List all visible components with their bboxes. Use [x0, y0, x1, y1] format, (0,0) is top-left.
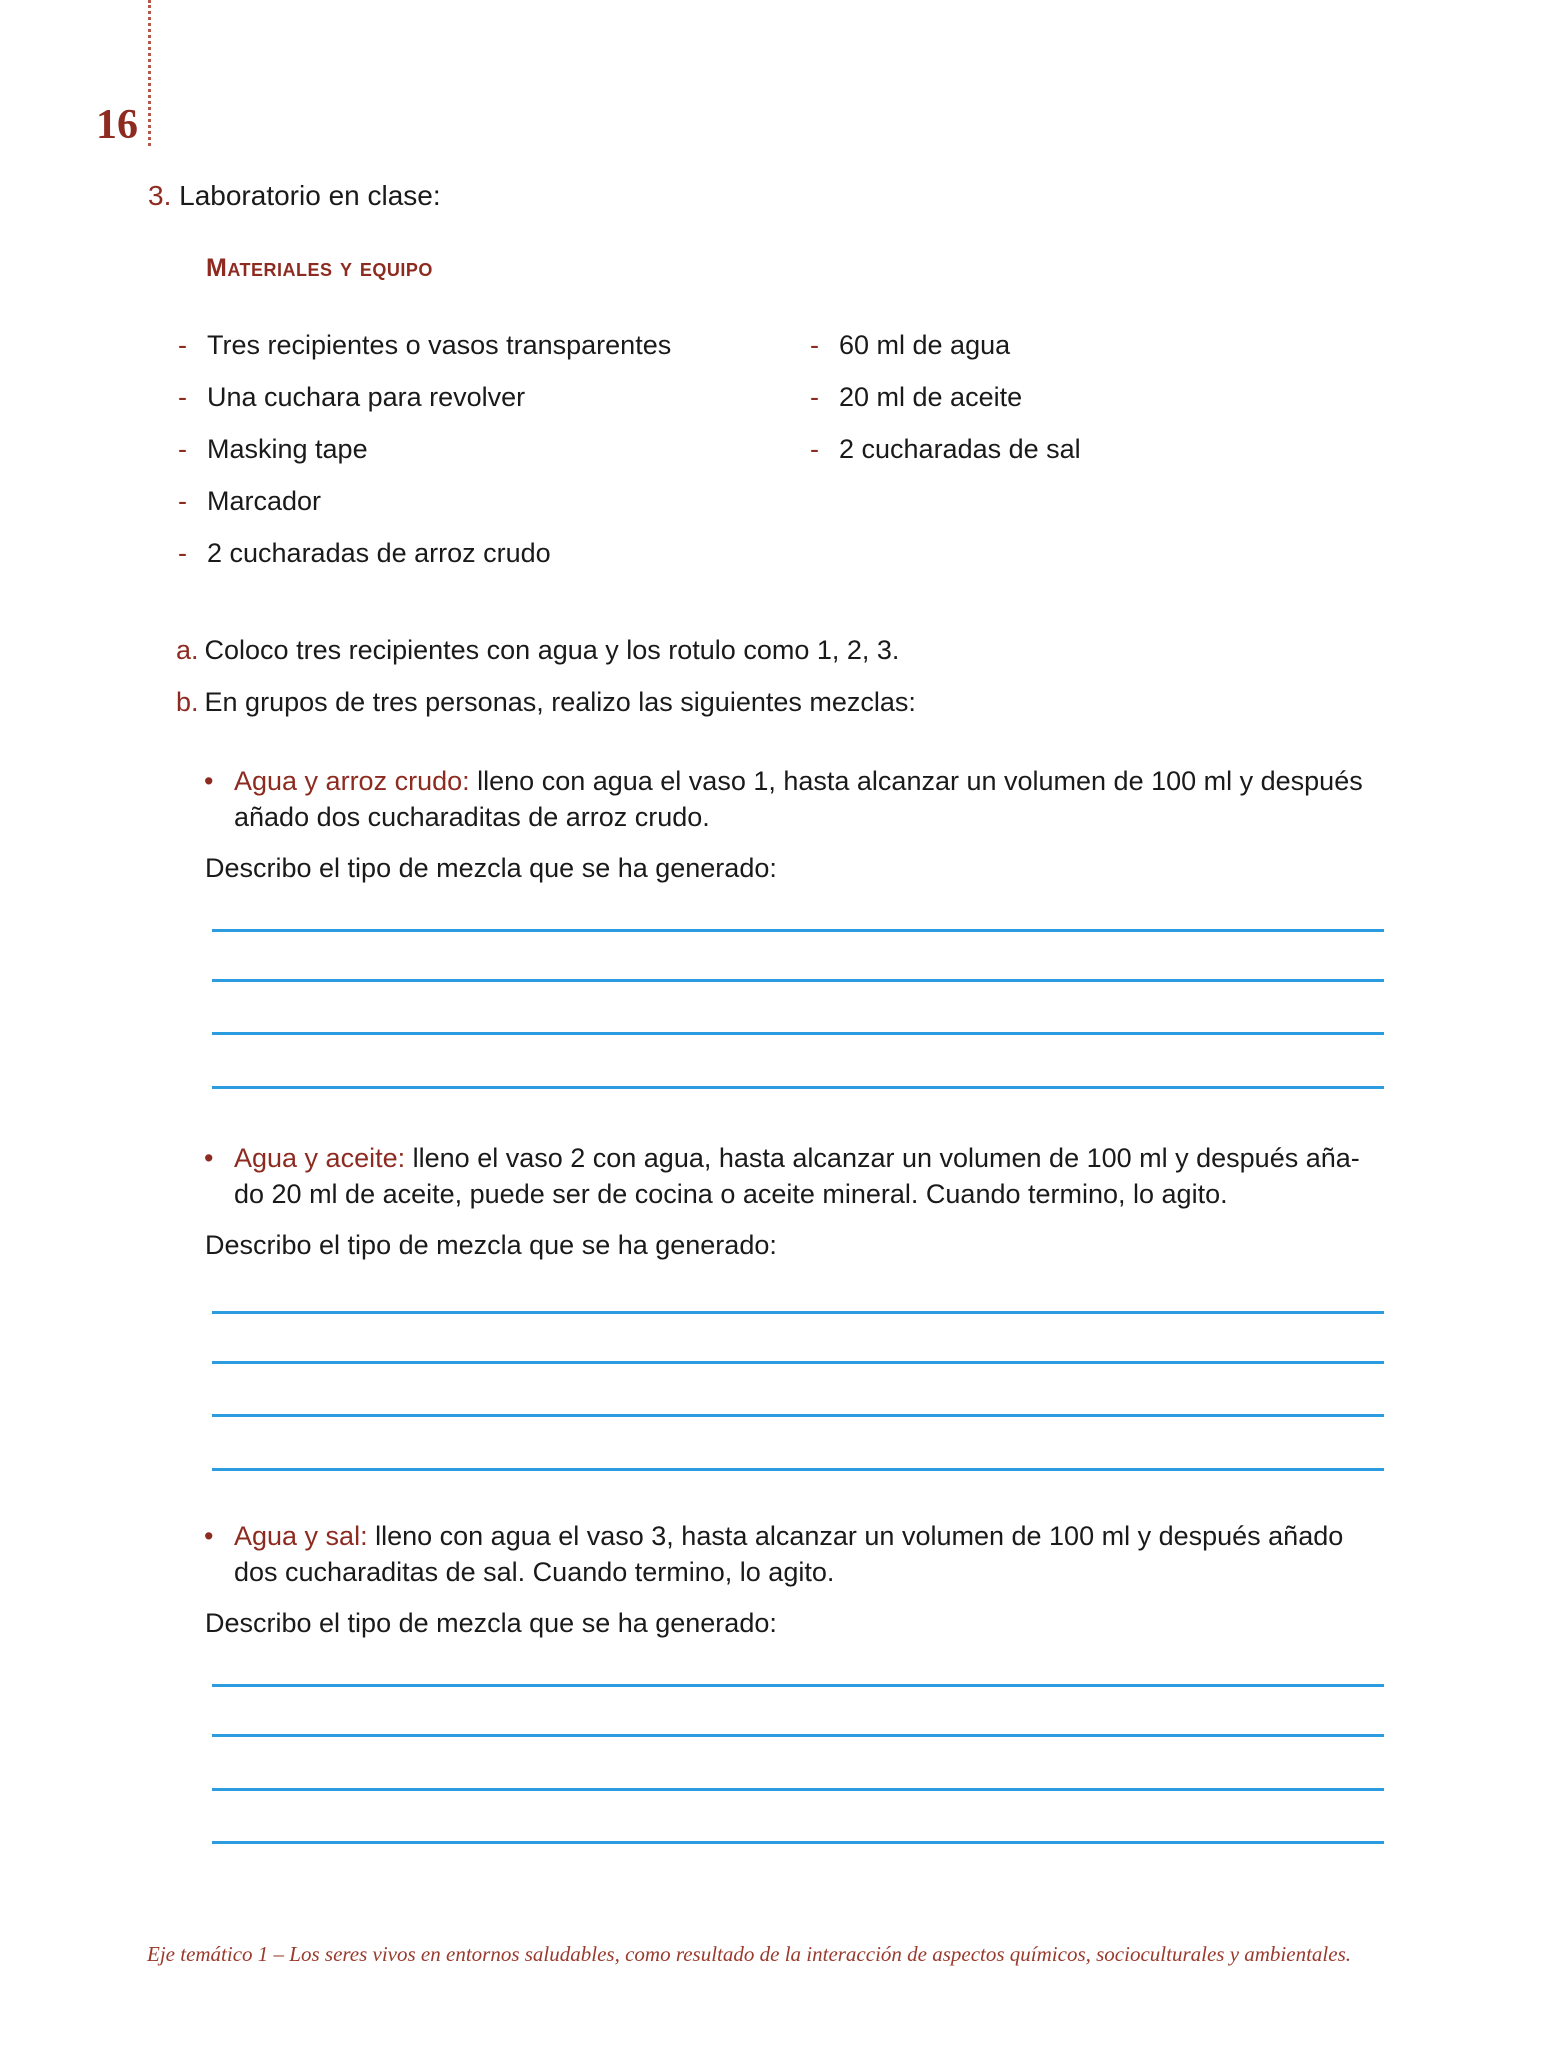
materials-list-right: [810, 327, 1081, 483]
answer-line[interactable]: [212, 1788, 1384, 1791]
answer-line[interactable]: [212, 1086, 1384, 1089]
material-label: 20 ml de aceite: [839, 382, 1023, 412]
step-label: b.: [176, 687, 199, 717]
answer-line[interactable]: [212, 1311, 1384, 1314]
dash-bullet: -: [810, 382, 819, 412]
material-item: [810, 431, 1081, 483]
materials-list-left: [178, 327, 671, 587]
material-label: 2 cucharadas de arroz crudo: [207, 538, 551, 568]
material-label: Marcador: [207, 486, 322, 516]
materials-heading: Materiales y equipo: [206, 254, 433, 282]
dash-bullet: -: [178, 538, 187, 568]
mixture-text: lleno el vaso 2 con agua, hasta alcanzar un volumen de 100 ml y después aña-: [412, 1143, 1360, 1173]
mixture-item-rice: [204, 763, 1384, 835]
answer-line[interactable]: [212, 1684, 1384, 1687]
page-number: 16: [96, 102, 138, 148]
page-footer: Eje temático 1 – Los seres vivos en entornos saludables, como resultado de la interacción de aspectos químicos, socioculturales y ambientales.: [147, 1942, 1352, 1966]
mixture-line-1: [234, 1140, 1384, 1176]
mixture-text: lleno con agua el vaso 1, hasta alcanzar un volumen de 100 ml y después: [477, 766, 1363, 796]
step-a: [176, 632, 899, 668]
material-item: [178, 327, 671, 379]
mixture-heading: Agua y aceite:: [234, 1143, 406, 1173]
mixture-prompt: Describo el tipo de mezcla que se ha generado:: [205, 1230, 777, 1260]
answer-line[interactable]: [212, 1414, 1384, 1417]
material-item: [178, 483, 671, 535]
mixture-line-1: [234, 763, 1384, 799]
answer-line[interactable]: [212, 1361, 1384, 1364]
exercise-title: [148, 178, 441, 214]
step-text: En grupos de tres personas, realizo las siguientes mezclas:: [204, 687, 916, 717]
answer-line[interactable]: [212, 1468, 1384, 1471]
mixture-text: lleno con agua el vaso 3, hasta alcanzar un volumen de 100 ml y después añado: [375, 1521, 1344, 1551]
material-label: Una cuchara para revolver: [207, 382, 526, 412]
material-item: [178, 379, 671, 431]
material-item: [178, 431, 671, 483]
material-label: Masking tape: [207, 434, 368, 464]
dash-bullet: -: [178, 486, 187, 516]
step-b: [176, 684, 916, 720]
exercise-title-text: Laboratorio en clase:: [179, 180, 441, 211]
material-item: [810, 379, 1081, 431]
mixture-line-2: do 20 ml de aceite, puede ser de cocina o aceite mineral. Cuando termino, lo agito.: [234, 1179, 1228, 1209]
answer-line[interactable]: [212, 979, 1384, 982]
dash-bullet: -: [810, 330, 819, 360]
dash-bullet: -: [178, 434, 187, 464]
margin-dotted-rule: [148, 0, 151, 146]
mixture-heading: Agua y arroz crudo:: [234, 766, 470, 796]
bullet-icon: •: [204, 1143, 214, 1173]
mixture-line-1: [234, 1518, 1384, 1554]
bullet-icon: •: [204, 1521, 214, 1551]
dash-bullet: -: [178, 382, 187, 412]
exercise-number: 3.: [148, 180, 172, 211]
mixture-item-salt: [204, 1518, 1384, 1590]
material-item: [810, 327, 1081, 379]
mixture-line-2: dos cucharaditas de sal. Cuando termino, lo agito.: [234, 1557, 835, 1587]
mixture-heading: Agua y sal:: [234, 1521, 368, 1551]
material-item: [178, 535, 671, 587]
answer-line[interactable]: [212, 1032, 1384, 1035]
answer-line[interactable]: [212, 1841, 1384, 1844]
material-label: 2 cucharadas de sal: [839, 434, 1081, 464]
dash-bullet: -: [810, 434, 819, 464]
mixture-prompt: Describo el tipo de mezcla que se ha generado:: [205, 1608, 777, 1638]
mixture-line-2: añado dos cucharaditas de arroz crudo.: [234, 802, 710, 832]
answer-line[interactable]: [212, 929, 1384, 932]
mixture-item-oil: [204, 1140, 1384, 1212]
step-label: a.: [176, 635, 199, 665]
mixture-prompt: Describo el tipo de mezcla que se ha generado:: [205, 853, 777, 883]
dash-bullet: -: [178, 330, 187, 360]
material-label: 60 ml de agua: [839, 330, 1011, 360]
bullet-icon: •: [204, 766, 214, 796]
material-label: Tres recipientes o vasos transparentes: [207, 330, 672, 360]
step-text: Coloco tres recipientes con agua y los rotulo como 1, 2, 3.: [204, 635, 900, 665]
answer-line[interactable]: [212, 1734, 1384, 1737]
